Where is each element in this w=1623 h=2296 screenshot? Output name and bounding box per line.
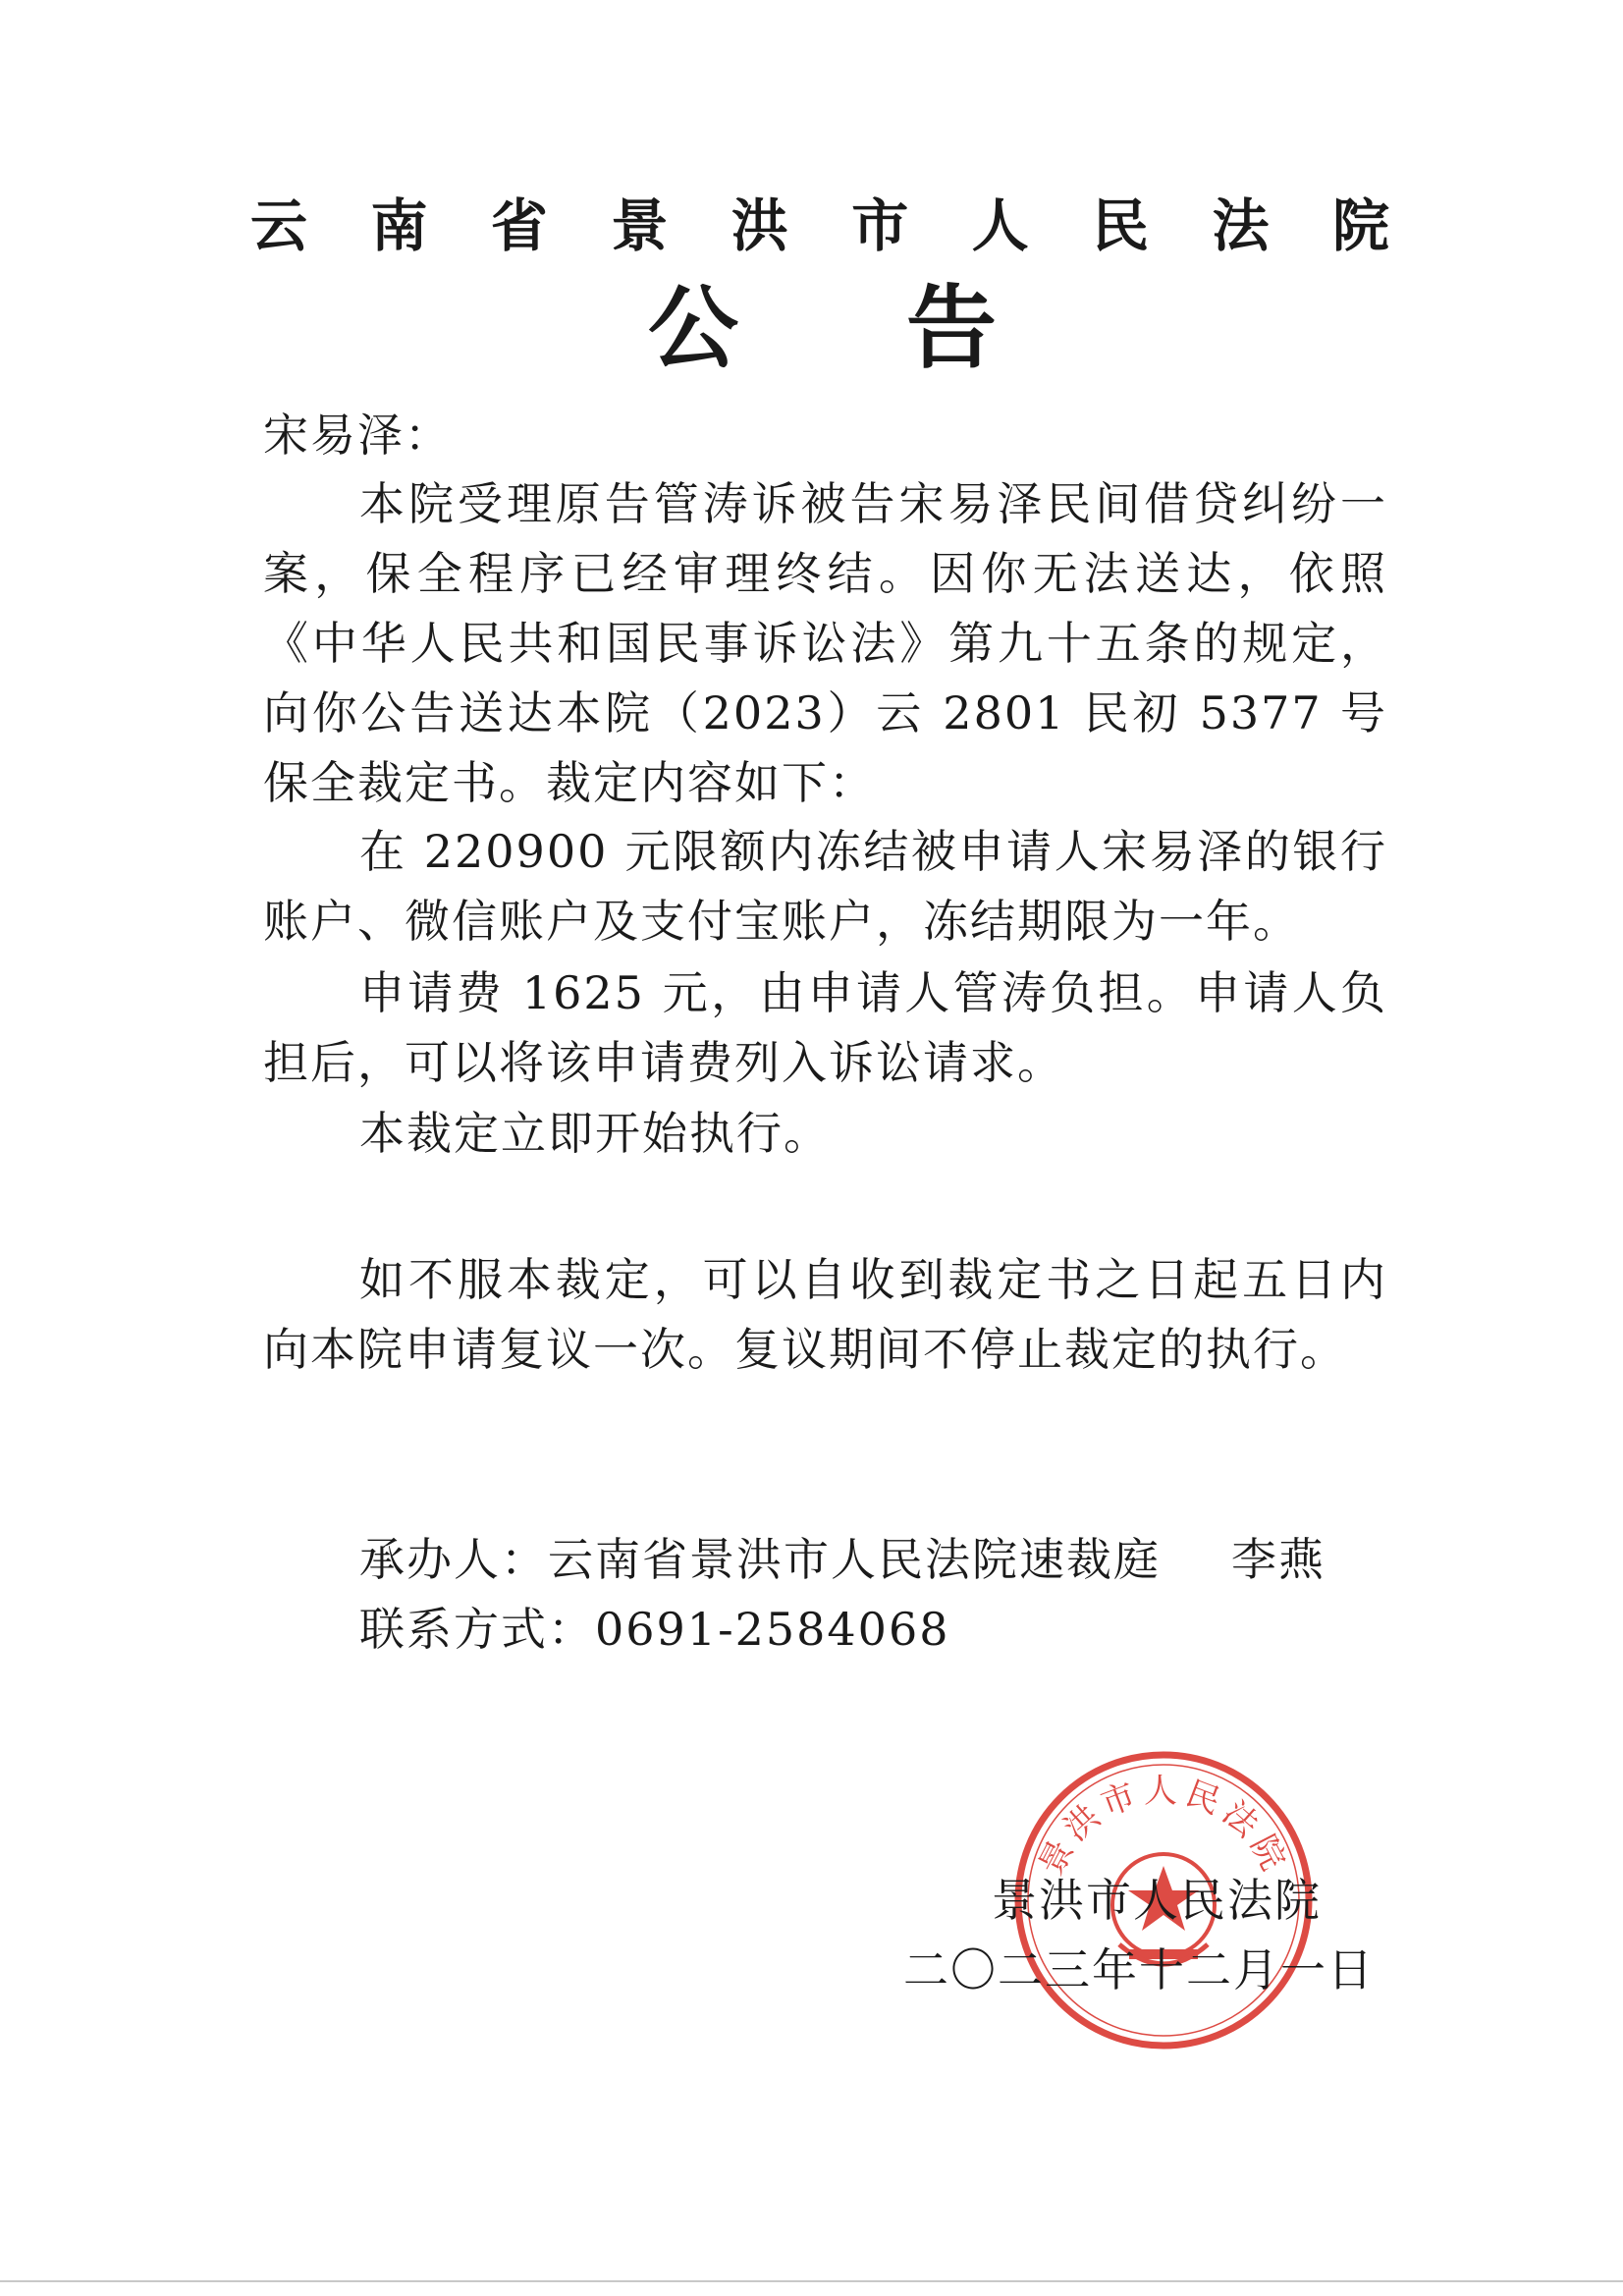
title-char: 告 [905, 276, 997, 381]
court-char: 法 [1212, 192, 1270, 259]
paragraph-fee: 申请费 1625 元，由申请人管涛负担。申请人负担后，可以将该申请费列入诉讼请求。 [263, 966, 1387, 1089]
handler-label: 承办人：云南省景洪市人民法院速裁庭 [359, 1533, 1161, 1586]
signature-court: 景洪市人民法院 [992, 1874, 1322, 1927]
document-title [648, 275, 997, 383]
court-char: 省 [490, 192, 548, 259]
addressee: 宋易泽： [263, 409, 452, 462]
handler-name: 李燕 [1231, 1533, 1325, 1586]
contact-phone: 联系方式：0691-2584068 [359, 1603, 950, 1656]
court-name-heading [250, 191, 1389, 260]
court-char: 南 [370, 192, 428, 259]
paragraph-reconsideration: 如不服本裁定，可以自收到裁定书之日起五日内向本院申请复议一次。复议期间不停止裁定的执行。 [263, 1253, 1387, 1376]
court-char: 人 [971, 192, 1029, 259]
title-char: 公 [648, 276, 739, 381]
court-char: 洪 [730, 192, 788, 259]
paragraph-freeze-order: 在 220900 元限额内冻结被申请人宋易泽的银行账户、微信账户及支付宝账户，冻结期限为一年。 [263, 825, 1387, 948]
court-char: 景 [611, 192, 669, 259]
court-char: 云 [250, 192, 308, 259]
signature-date: 二〇二三年十二月一日 [903, 1943, 1375, 1996]
court-char: 民 [1092, 192, 1150, 259]
paragraph-case-info: 本院受理原告管涛诉被告宋易泽民间借贷纠纷一案，保全程序已经审理终结。因你无法送达，依照《中华人民共和国民事诉讼法》第九十五条的规定，向你公告送达本院（2023）云 2801 民初 5377 号保全裁定书。裁定内容如下： [263, 477, 1387, 809]
court-char: 院 [1331, 192, 1389, 259]
page-bottom-rule [0, 2280, 1623, 2282]
paragraph-execution: 本裁定立即开始执行。 [359, 1107, 831, 1160]
court-char: 市 [851, 192, 909, 259]
handler-line [359, 1525, 1325, 1595]
seal-text: 景洪市人民法院 [1031, 1771, 1296, 1883]
